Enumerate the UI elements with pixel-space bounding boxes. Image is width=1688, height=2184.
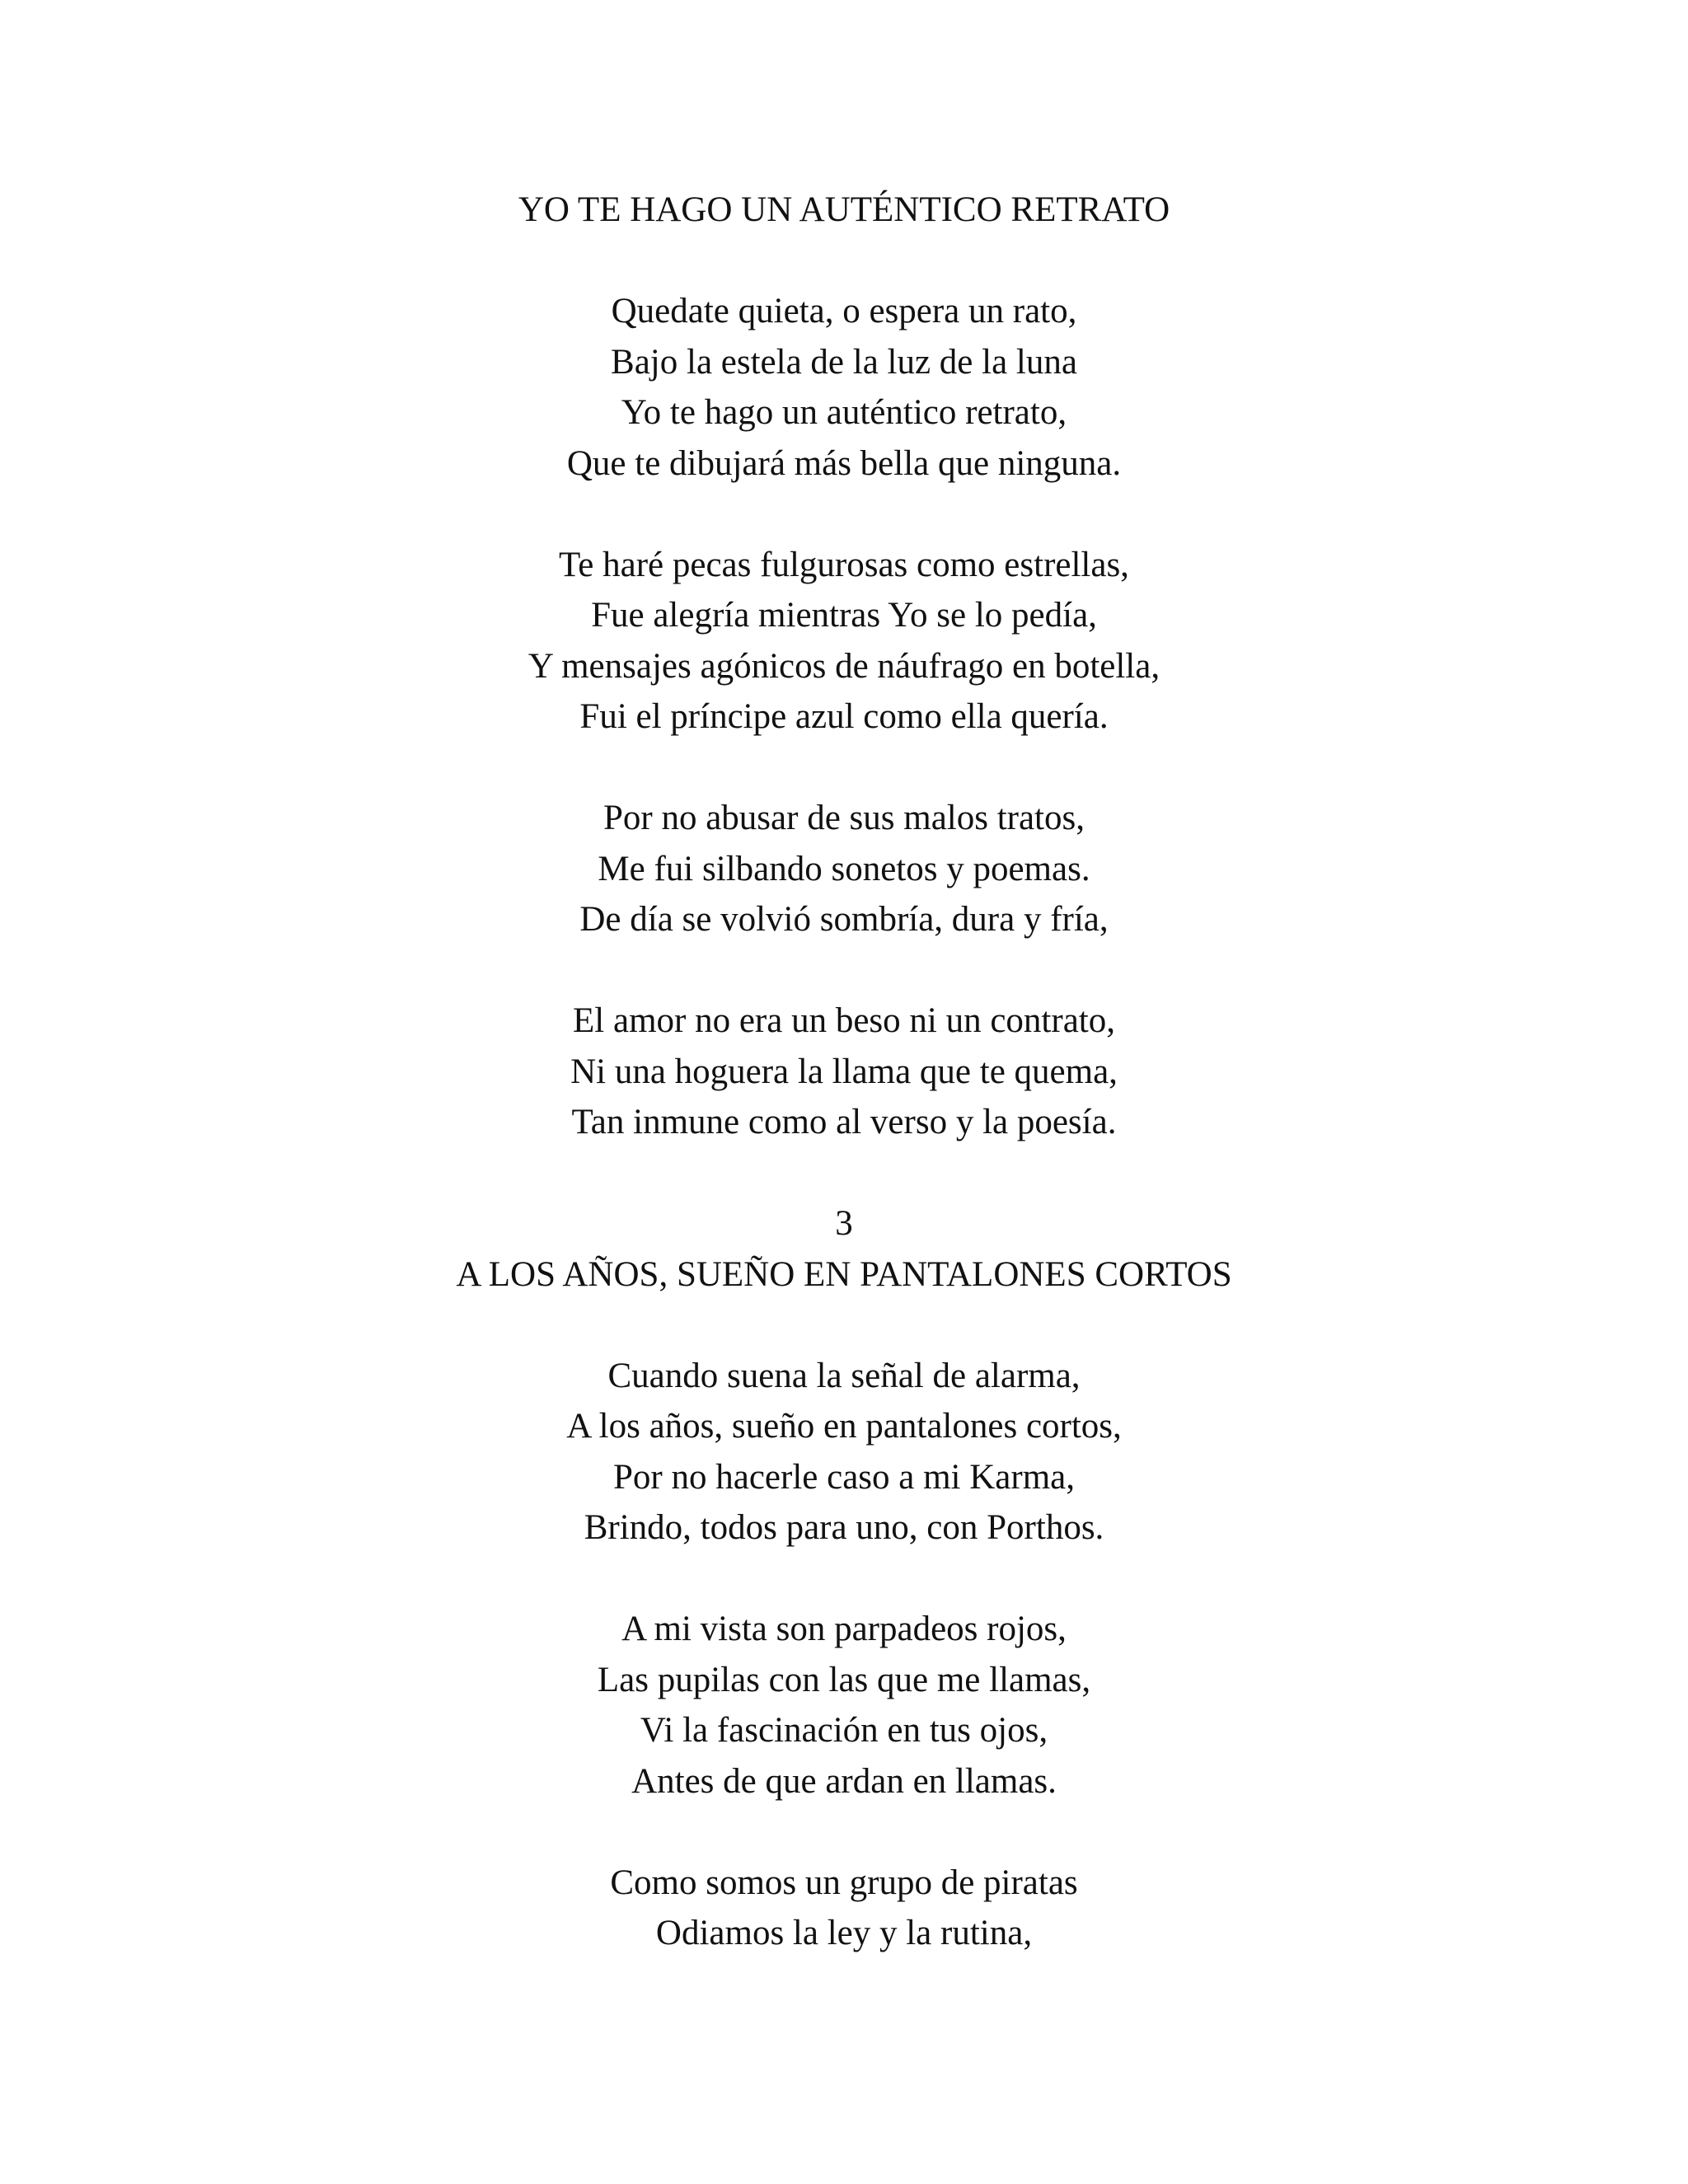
verse-line: Vi la fascinación en tus ojos, bbox=[640, 1711, 1048, 1750]
verse-line: Por no abusar de sus malos tratos, bbox=[603, 799, 1085, 837]
verse-line: Yo te hago un auténtico retrato, bbox=[621, 393, 1067, 432]
verse-line: Como somos un grupo de piratas bbox=[610, 1863, 1078, 1902]
stanza-gap bbox=[0, 1554, 1688, 1605]
verse-line: Bajo la estela de la luz de la luna bbox=[611, 342, 1077, 382]
stanza bbox=[0, 1351, 1688, 1554]
stanza bbox=[0, 1604, 1688, 1807]
stanza-gap bbox=[0, 236, 1688, 287]
verse-line: A los años, sueño en pantalones cortos, bbox=[566, 1407, 1122, 1446]
poem-number: 3 bbox=[835, 1204, 853, 1243]
verse-line: El amor no era un beso ni un contrato, bbox=[573, 1001, 1115, 1040]
verse-line: Cuando suena la señal de alarma, bbox=[607, 1356, 1081, 1395]
verse-line: Tan inmune como al verso y la poesía. bbox=[571, 1103, 1117, 1141]
verse-line: Ni una hoguera la llama que te quema, bbox=[570, 1052, 1118, 1091]
verse-line: Que te dibujará más bella que ninguna. bbox=[566, 443, 1122, 483]
stanza bbox=[0, 996, 1688, 1148]
stanza-gap bbox=[0, 1148, 1688, 1199]
stanza-gap bbox=[0, 1807, 1688, 1858]
poem-title: A LOS AÑOS, SUEÑO EN PANTALONES CORTOS bbox=[456, 1254, 1232, 1294]
verse-line: Te haré pecas fulgurosas como estrellas, bbox=[559, 545, 1129, 584]
verse-line: Por no hacerle caso a mi Karma, bbox=[613, 1457, 1075, 1497]
stanza bbox=[0, 540, 1688, 743]
verse-line: A mi vista son parpadeos rojos, bbox=[621, 1610, 1067, 1648]
verse-line: Las pupilas con las que me llamas, bbox=[597, 1660, 1091, 1699]
verse-line: Me fui silbando sonetos y poemas. bbox=[598, 849, 1090, 888]
verse-line: Odiamos la ley y la rutina, bbox=[655, 1914, 1033, 1952]
verse-line: Antes de que ardan en llamas. bbox=[631, 1761, 1057, 1801]
stanza bbox=[0, 1858, 1688, 1959]
verse-line: Quedate quieta, o espera un rato, bbox=[611, 292, 1077, 330]
stanza-gap bbox=[0, 489, 1688, 540]
stanza-gap bbox=[0, 945, 1688, 996]
stanza bbox=[0, 793, 1688, 945]
verse-line: Y mensajes agónicos de náufrago en botella, bbox=[528, 646, 1160, 686]
verse-line: Fui el príncipe azul como ella quería. bbox=[579, 697, 1109, 736]
stanza bbox=[0, 286, 1688, 489]
stanza-gap bbox=[0, 743, 1688, 794]
poem-title: YO TE HAGO UN AUTÉNTICO RETRATO bbox=[518, 190, 1170, 229]
verse-line: De día se volvió sombría, dura y fría, bbox=[579, 900, 1109, 939]
stanza-gap bbox=[0, 1300, 1688, 1351]
verse-line: Fue alegría mientras Yo se lo pedía, bbox=[591, 596, 1097, 635]
verse-line: Brindo, todos para uno, con Porthos. bbox=[584, 1508, 1104, 1547]
